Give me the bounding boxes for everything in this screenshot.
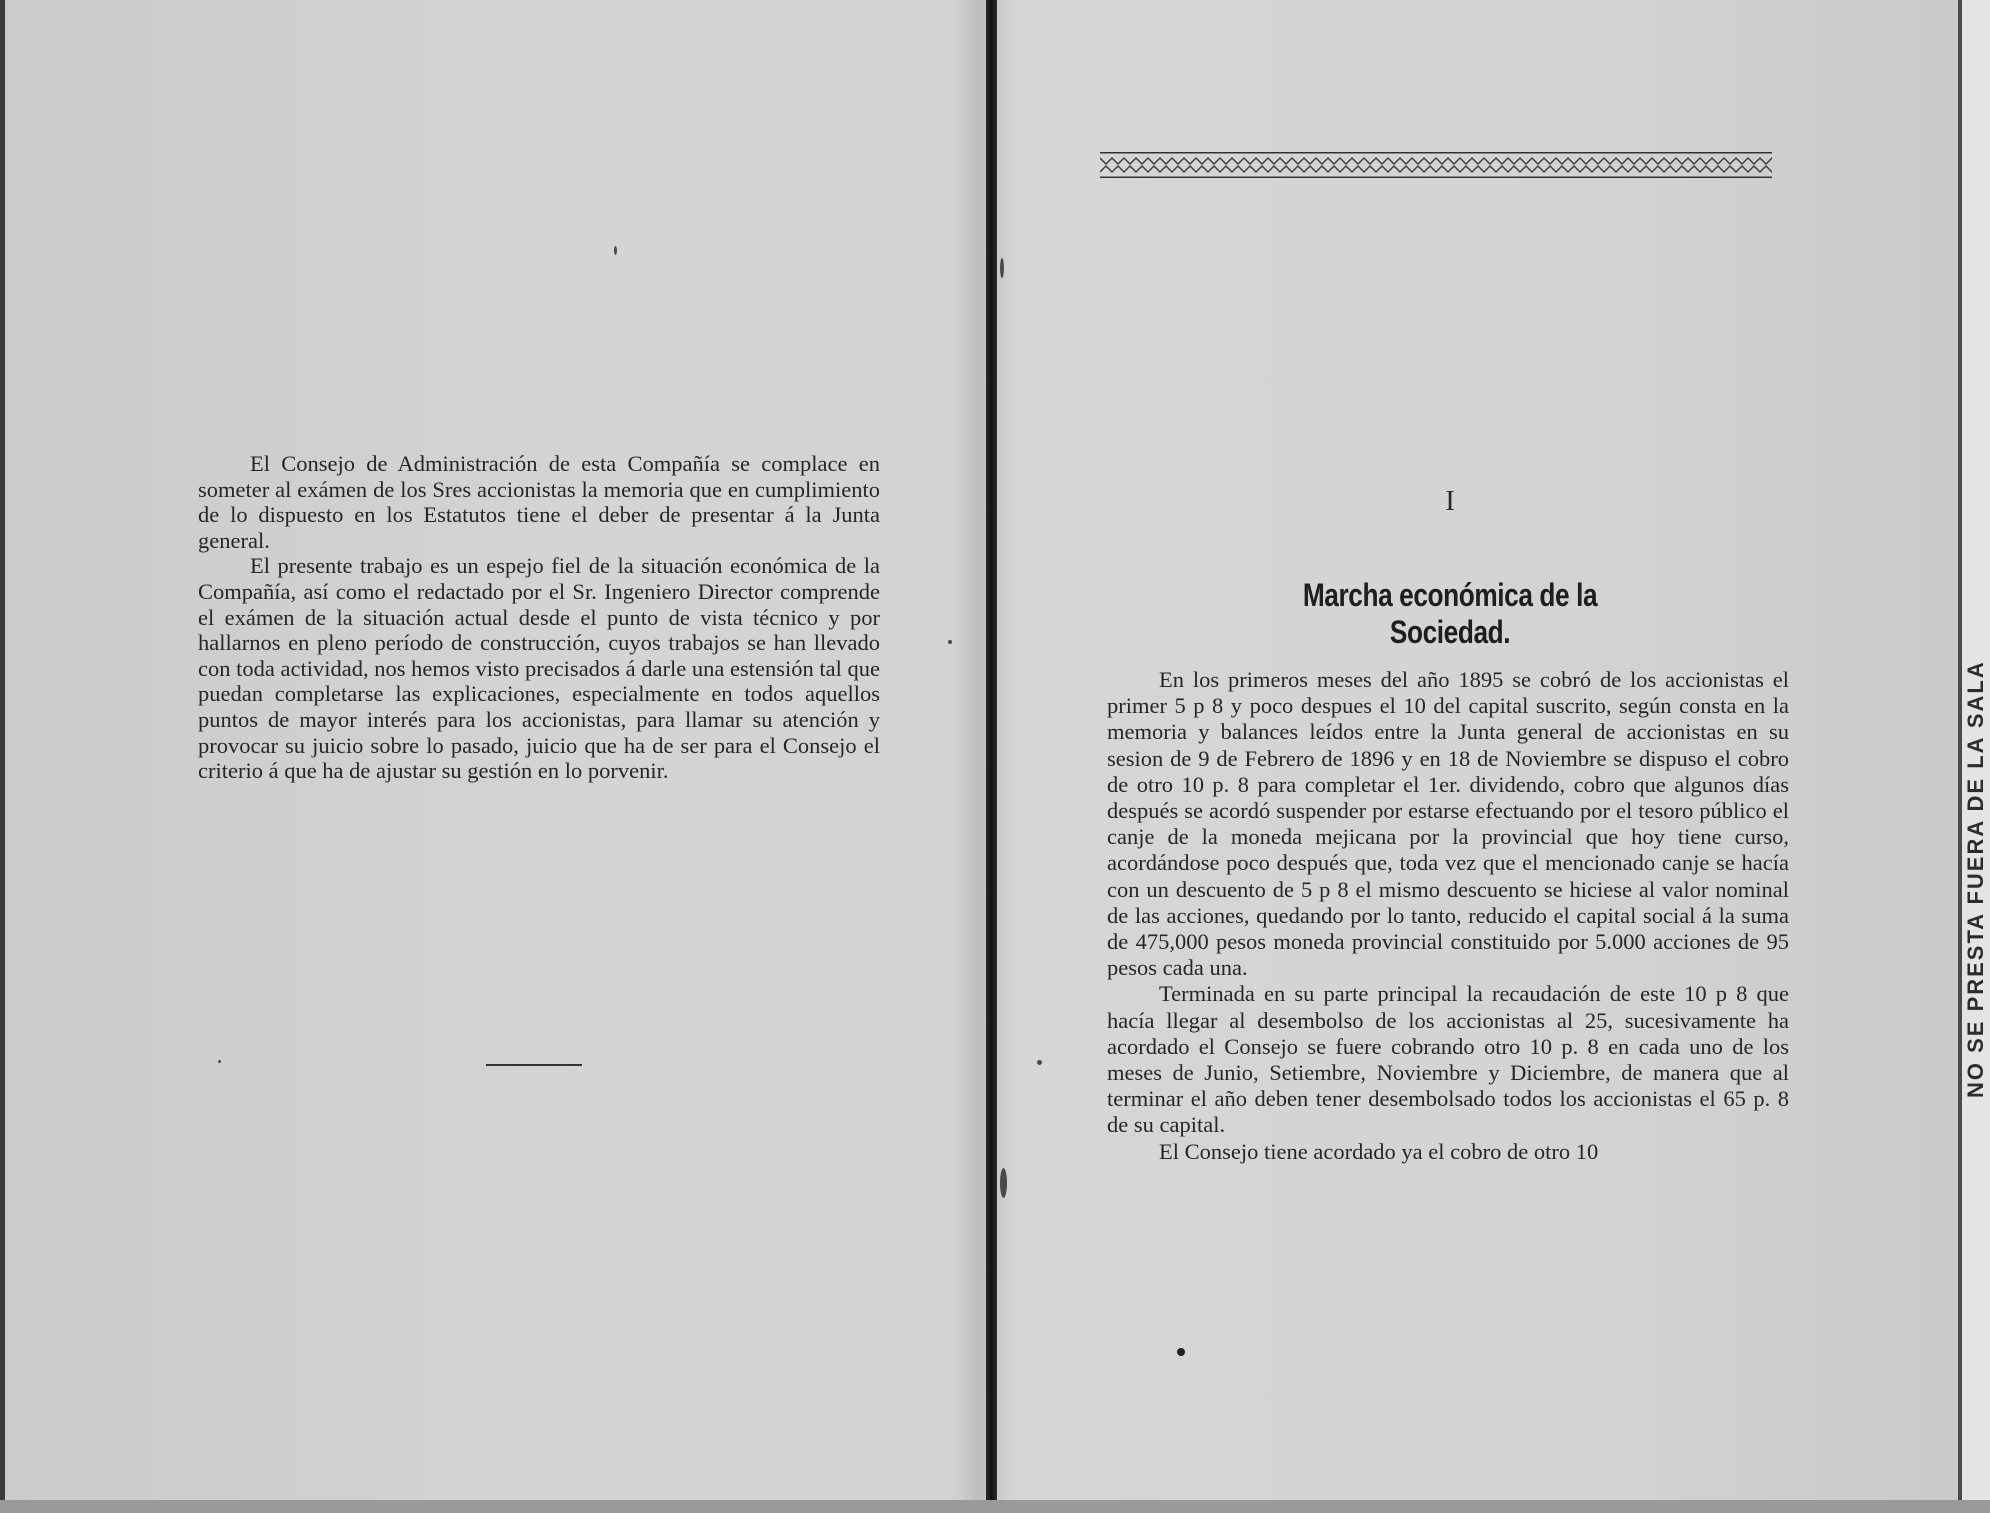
left-page-text — [198, 451, 880, 784]
ornament-zigzag-bottom — [1100, 166, 1772, 172]
bottom-page-edge — [0, 1500, 1990, 1513]
book-gutter — [986, 0, 997, 1513]
left-paragraph-1: El Consejo de Administración de esta Compañía se complace en someter al exámen de los Sres accionistas la memoria que en cumplimiento de lo dispuesto en los Estatutos tiene el deber de presentar á la Junta general. — [198, 451, 880, 553]
left-paragraph-2: El presente trabajo es un espejo fiel de la situación económica de la Compañía, así como el redactado por el Sr. Ingeniero Director comprende el exámen de la situación actual desde el punto de vista técnico y por hallarnos en pleno período de construcción, cuyos trabajos se han llevado con toda actividad, nos hemos visto precisados á darle una estensión tal que puedan completarse las explicaciones, especialmente en todos aquellos puntos de mayor interés para los accionistas, para llamar su atención y provocar su juicio sobre lo pasado, juicio que ha de ser para el Consejo el criterio á que ha de ajustar su gestión en lo porvenir. — [198, 553, 880, 784]
left-page — [0, 0, 986, 1513]
right-paragraph-2: Terminada en su parte principal la recaudación de este 10 p 8 que hacía llegar al desembolso de los accionistas al 25, sucesivamente ha acordado el Consejo se fuere cobrando otro 10 p. 8 en cada uno de los meses de Junio, Setiembre, Noviembre y Diciembre, de manera que al terminar el año deben tener desembolsado todos los accionistas el 65 p. 8 de su capital. — [1107, 981, 1789, 1138]
right-paragraph-3: El Consejo tiene acordado ya el cobro de otro 10 — [1159, 1138, 1599, 1164]
chapter-number: I — [1445, 486, 1455, 517]
closing-rule — [486, 1064, 582, 1066]
speck — [1000, 1168, 1007, 1198]
right-page-text — [1107, 667, 1789, 1165]
speck — [218, 1060, 221, 1063]
speck — [614, 246, 617, 255]
library-stamp — [1962, 1070, 1990, 1098]
speck — [948, 640, 952, 644]
ornament-zigzag-top — [1100, 158, 1772, 164]
bullet-mark — [1177, 1348, 1185, 1356]
speck — [1000, 258, 1004, 278]
ornamental-border — [1100, 150, 1772, 180]
speck — [1037, 1060, 1042, 1065]
chapter-title: Marcha económica de la Sociedad. — [1302, 577, 1598, 650]
right-paragraph-1: En los primeros meses del año 1895 se cobró de los accionistas el primer 5 p 8 y poco despues el 10 del capital suscrito, según consta en la memoria y balances leídos entre la Junta general de accionistas en su sesion de 9 de Febrero de 1896 y en 18 de Noviembre se dispuso el cobro de otro 10 p. 8 para completar el 1er. dividendo, cobro que algunos días después se acordó suspender por estarse efectuando por el tesoro público el canje de la moneda mejicana por la provincial que hoy tiene curso, acordándose poco después que, toda vez que el mencionado canje se hacía con un descuento de 5 p 8 el mismo descuento se hiciese al valor nominal de las acciones, quedando por lo tanto, reducido el capital social á la suma de 475,000 pesos moneda provincial constituido por 5.000 acciones de 95 pesos cada una. — [1107, 667, 1789, 981]
